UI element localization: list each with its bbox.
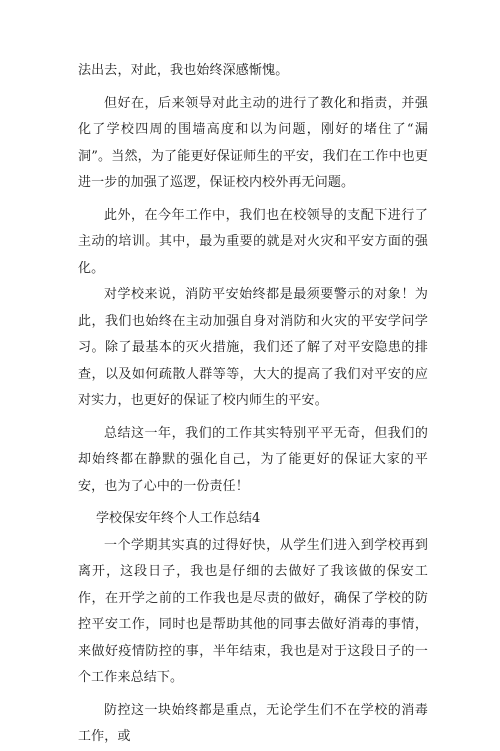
paragraph-leadership-response: 但好在，后来领导对此主动的进行了教化和指责，并强化了学校四周的围墙高度和以为问题，刚好的堵住了“漏洞”。当然，为了能更好保证师生的平安，我们在工作中也更进一步的加强了巡逻，保证校内校外再无问题。 [78, 95, 428, 190]
paragraph-semester-review: 一个学期其实真的过得好快，从学生们进入到学校再到离开，这段日子，我也是仔细的去做好了我该做的保安工作，在开学之前的工作我也是尽责的做好，确保了学校的防控平安工作，同时也是帮助其他的同事去做好消毒的事情，来做好疫情防控的事，半年结束，我也是对于这段日子的一个工作来总结下。 [78, 537, 428, 685]
paragraph-fire-safety: 对学校来说，消防平安始终都是最须要警示的对象！为此，我们也始终在主动加强自身对消防和火灾的平安学问学习。除了最基本的灭火措施，我们还了解了对平安隐患的排查，以及如何疏散人群等等，大大的提高了我们对平安的应对实力，也更好的保证了校内师生的平安。 [78, 287, 428, 408]
paragraph-epidemic-control: 防控这一块始终都是重点，无论学生们不在学校的消毒工作，或 [78, 702, 428, 744]
section-title: 学校保安年终个人工作总结4 [96, 511, 261, 526]
document-page [78, 58, 428, 751]
paragraph-continuation: 法出去，对此，我也始终深感惭愧。 [78, 63, 289, 78]
paragraph-training: 此外，在今年工作中，我们也在校领导的支配下进行了主动的培训。其中，最为重要的就是对火灾和平安方面的强化。 [78, 207, 428, 276]
paragraph-year-summary: 总结这一年，我们的工作其实特别平平无奇，但我们的却始终都在静默的强化自己，为了能更好的保证大家的平安，也为了心中的一份责任！ [78, 425, 428, 494]
